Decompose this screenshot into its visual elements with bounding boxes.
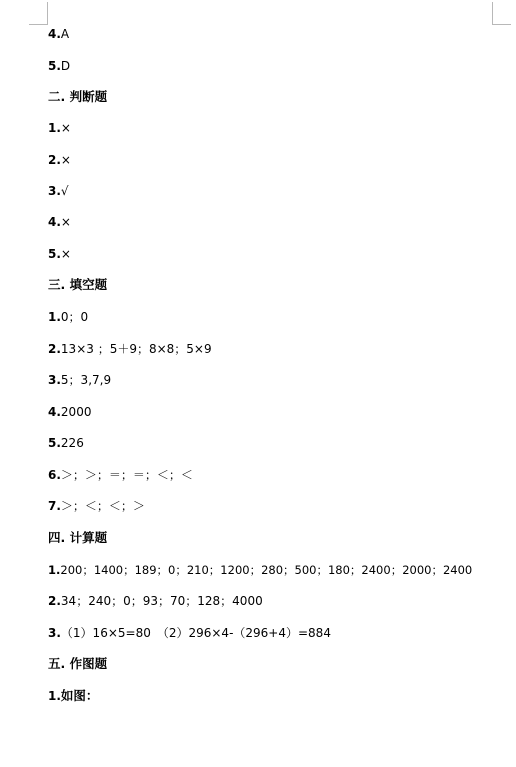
item-number: 1.: [48, 310, 61, 324]
page-corner-mark-left: [29, 2, 48, 25]
item-answer: 2000: [60, 405, 92, 419]
item-number: 6.: [48, 468, 61, 482]
item-number: 1.: [48, 563, 61, 577]
item-answer: A: [60, 27, 70, 41]
item-answer: 200；1400；189；0；210；1200；280；500；180；2400；2000；2400: [60, 563, 473, 577]
item-answer: ×: [60, 215, 71, 229]
answer-line: [48, 246, 71, 262]
item-number: 1.: [48, 689, 61, 703]
answer-line: [48, 214, 71, 230]
section-heading: 五. 作图题: [48, 656, 108, 671]
answer-line: [48, 688, 98, 704]
answer-line: [48, 183, 69, 199]
item-number: 5.: [48, 436, 61, 450]
item-number: 2.: [48, 594, 61, 608]
answer-line: [48, 341, 212, 357]
item-answer: 如图：: [60, 688, 99, 703]
item-answer: ×: [60, 247, 71, 261]
answer-line: [48, 372, 111, 388]
item-answer: 5；3,7,9: [60, 373, 112, 387]
item-answer: ＞；＜；＜；＞: [60, 499, 145, 513]
item-answer: 0；0: [60, 310, 89, 324]
item-number: 1.: [48, 121, 61, 135]
answer-line: [48, 593, 263, 609]
item-number: 3.: [48, 626, 61, 640]
answer-line: [48, 562, 472, 578]
answer-line: [48, 26, 69, 42]
item-number: 5.: [48, 247, 61, 261]
item-answer: ＞；＞；＝；＝；＜；＜: [60, 468, 193, 482]
section-heading: 二. 判断题: [48, 89, 108, 104]
item-answer: （1）16×5=80 （2）296×4-（296+4）=884: [60, 626, 331, 640]
answer-line: [48, 309, 88, 325]
answer-line: [48, 404, 91, 420]
item-answer: D: [60, 59, 71, 73]
answer-line: [48, 498, 145, 514]
item-number: 7.: [48, 499, 61, 513]
item-number: 3.: [48, 373, 61, 387]
item-number: 4.: [48, 405, 61, 419]
answer-line: [48, 467, 193, 483]
answer-line: [48, 152, 71, 168]
item-number: 5.: [48, 59, 61, 73]
item-answer: ×: [60, 153, 71, 167]
item-answer: ×: [60, 121, 71, 135]
page-corner-mark-right: [492, 2, 511, 25]
item-answer: 13×3 ；5＋9；8×8；5×9: [60, 342, 212, 356]
answer-line: [48, 625, 331, 641]
item-number: 2.: [48, 153, 61, 167]
item-number: 4.: [48, 215, 61, 229]
item-number: 3.: [48, 184, 61, 198]
answer-line: [48, 58, 70, 74]
item-answer: 226: [60, 436, 84, 450]
answer-line: [48, 435, 84, 451]
section-heading: 四. 计算题: [48, 530, 108, 545]
item-number: 4.: [48, 27, 61, 41]
answer-line: [48, 120, 71, 136]
section-heading: 三. 填空题: [48, 277, 108, 292]
item-answer: √: [60, 184, 69, 198]
item-number: 2.: [48, 342, 61, 356]
item-answer: 34；240；0；93；70；128；4000: [60, 594, 263, 608]
